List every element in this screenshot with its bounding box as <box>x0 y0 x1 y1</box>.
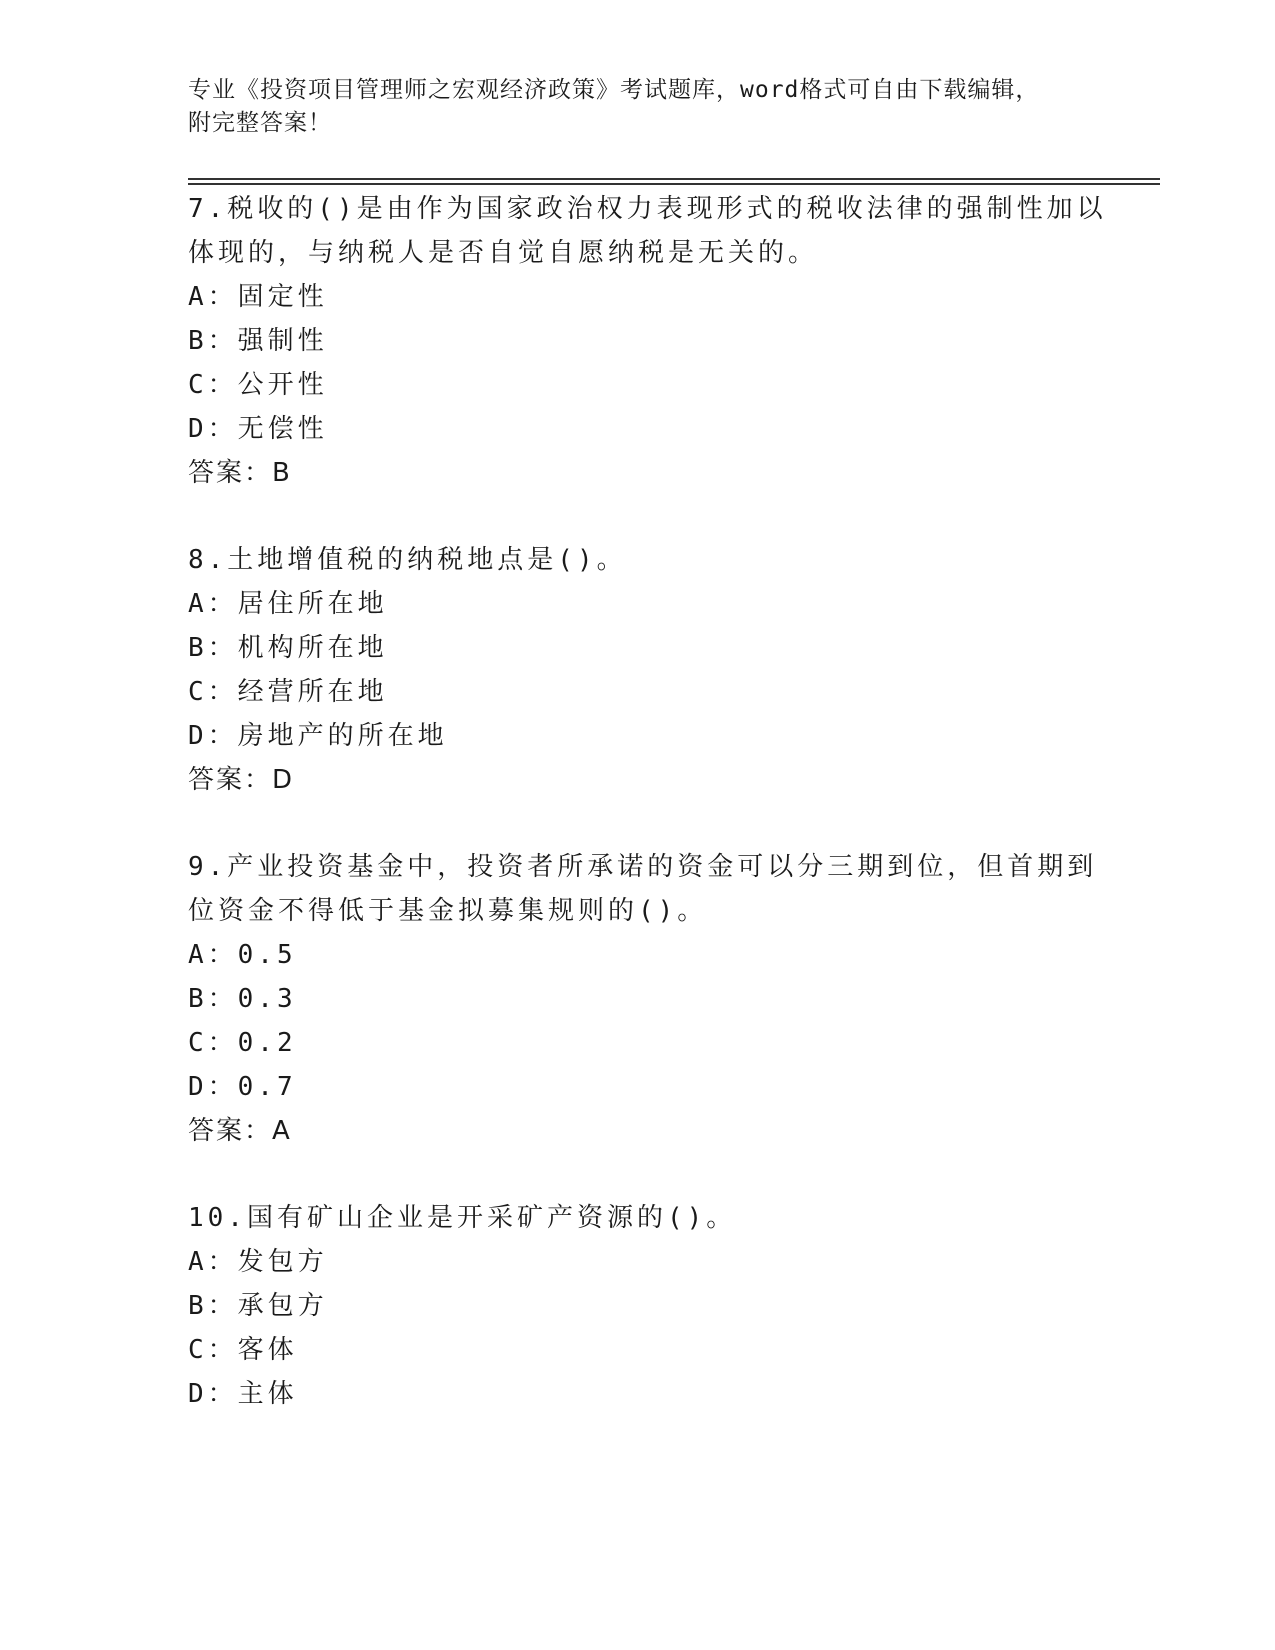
question-9-option-b: B：0.3 <box>188 984 297 1014</box>
question-9-option-c: C：0.2 <box>188 1028 297 1058</box>
question-7-option-c: C：公开性 <box>188 370 328 400</box>
question-8-option-c: C：经营所在地 <box>188 677 388 707</box>
question-9-option-d: D：0.7 <box>188 1072 297 1102</box>
question-10-stem-line-1: 10.国有矿山企业是开采矿产资源的()。 <box>188 1203 737 1233</box>
question-8-stem-line-1: 8.土地增值税的纳税地点是()。 <box>188 545 627 575</box>
question-7-option-b: B：强制性 <box>188 326 328 356</box>
document-header <box>188 74 1068 140</box>
question-7-stem-line-2: 体现的，与纳税人是否自觉自愿纳税是无关的。 <box>188 238 819 268</box>
question-9-stem-line-1: 9.产业投资基金中，投资者所承诺的资金可以分三期到位，但首期到 <box>188 852 1098 882</box>
question-10-option-c: C：客体 <box>188 1335 298 1365</box>
question-7-stem-line-1: 7.税收的()是由作为国家政治权力表现形式的税收法律的强制性加以 <box>188 194 1107 224</box>
question-7-option-a: A：固定性 <box>188 282 328 312</box>
question-7-answer: 答案：B <box>188 458 292 488</box>
header-divider-bottom <box>188 183 1160 185</box>
question-10-option-d: D：主体 <box>188 1379 298 1409</box>
header-line-2: 附完整答案！ <box>188 110 332 136</box>
question-8-option-a: A：居住所在地 <box>188 589 388 619</box>
question-9-answer: 答案：A <box>188 1116 292 1146</box>
question-8-answer: 答案：D <box>188 765 295 795</box>
question-8-option-b: B：机构所在地 <box>188 633 388 663</box>
question-10-option-a: A：发包方 <box>188 1247 328 1277</box>
header-line-1: 专业《投资项目管理师之宏观经济政策》考试题库，word格式可自由下载编辑， <box>188 77 1040 103</box>
question-7-option-d: D：无偿性 <box>188 414 328 444</box>
question-9-option-a: A：0.5 <box>188 940 297 970</box>
question-10-option-b: B：承包方 <box>188 1291 328 1321</box>
header-divider-top <box>188 178 1160 180</box>
question-8-option-d: D：房地产的所在地 <box>188 721 448 751</box>
question-9-stem-line-2: 位资金不得低于基金拟募集规则的()。 <box>188 896 708 926</box>
